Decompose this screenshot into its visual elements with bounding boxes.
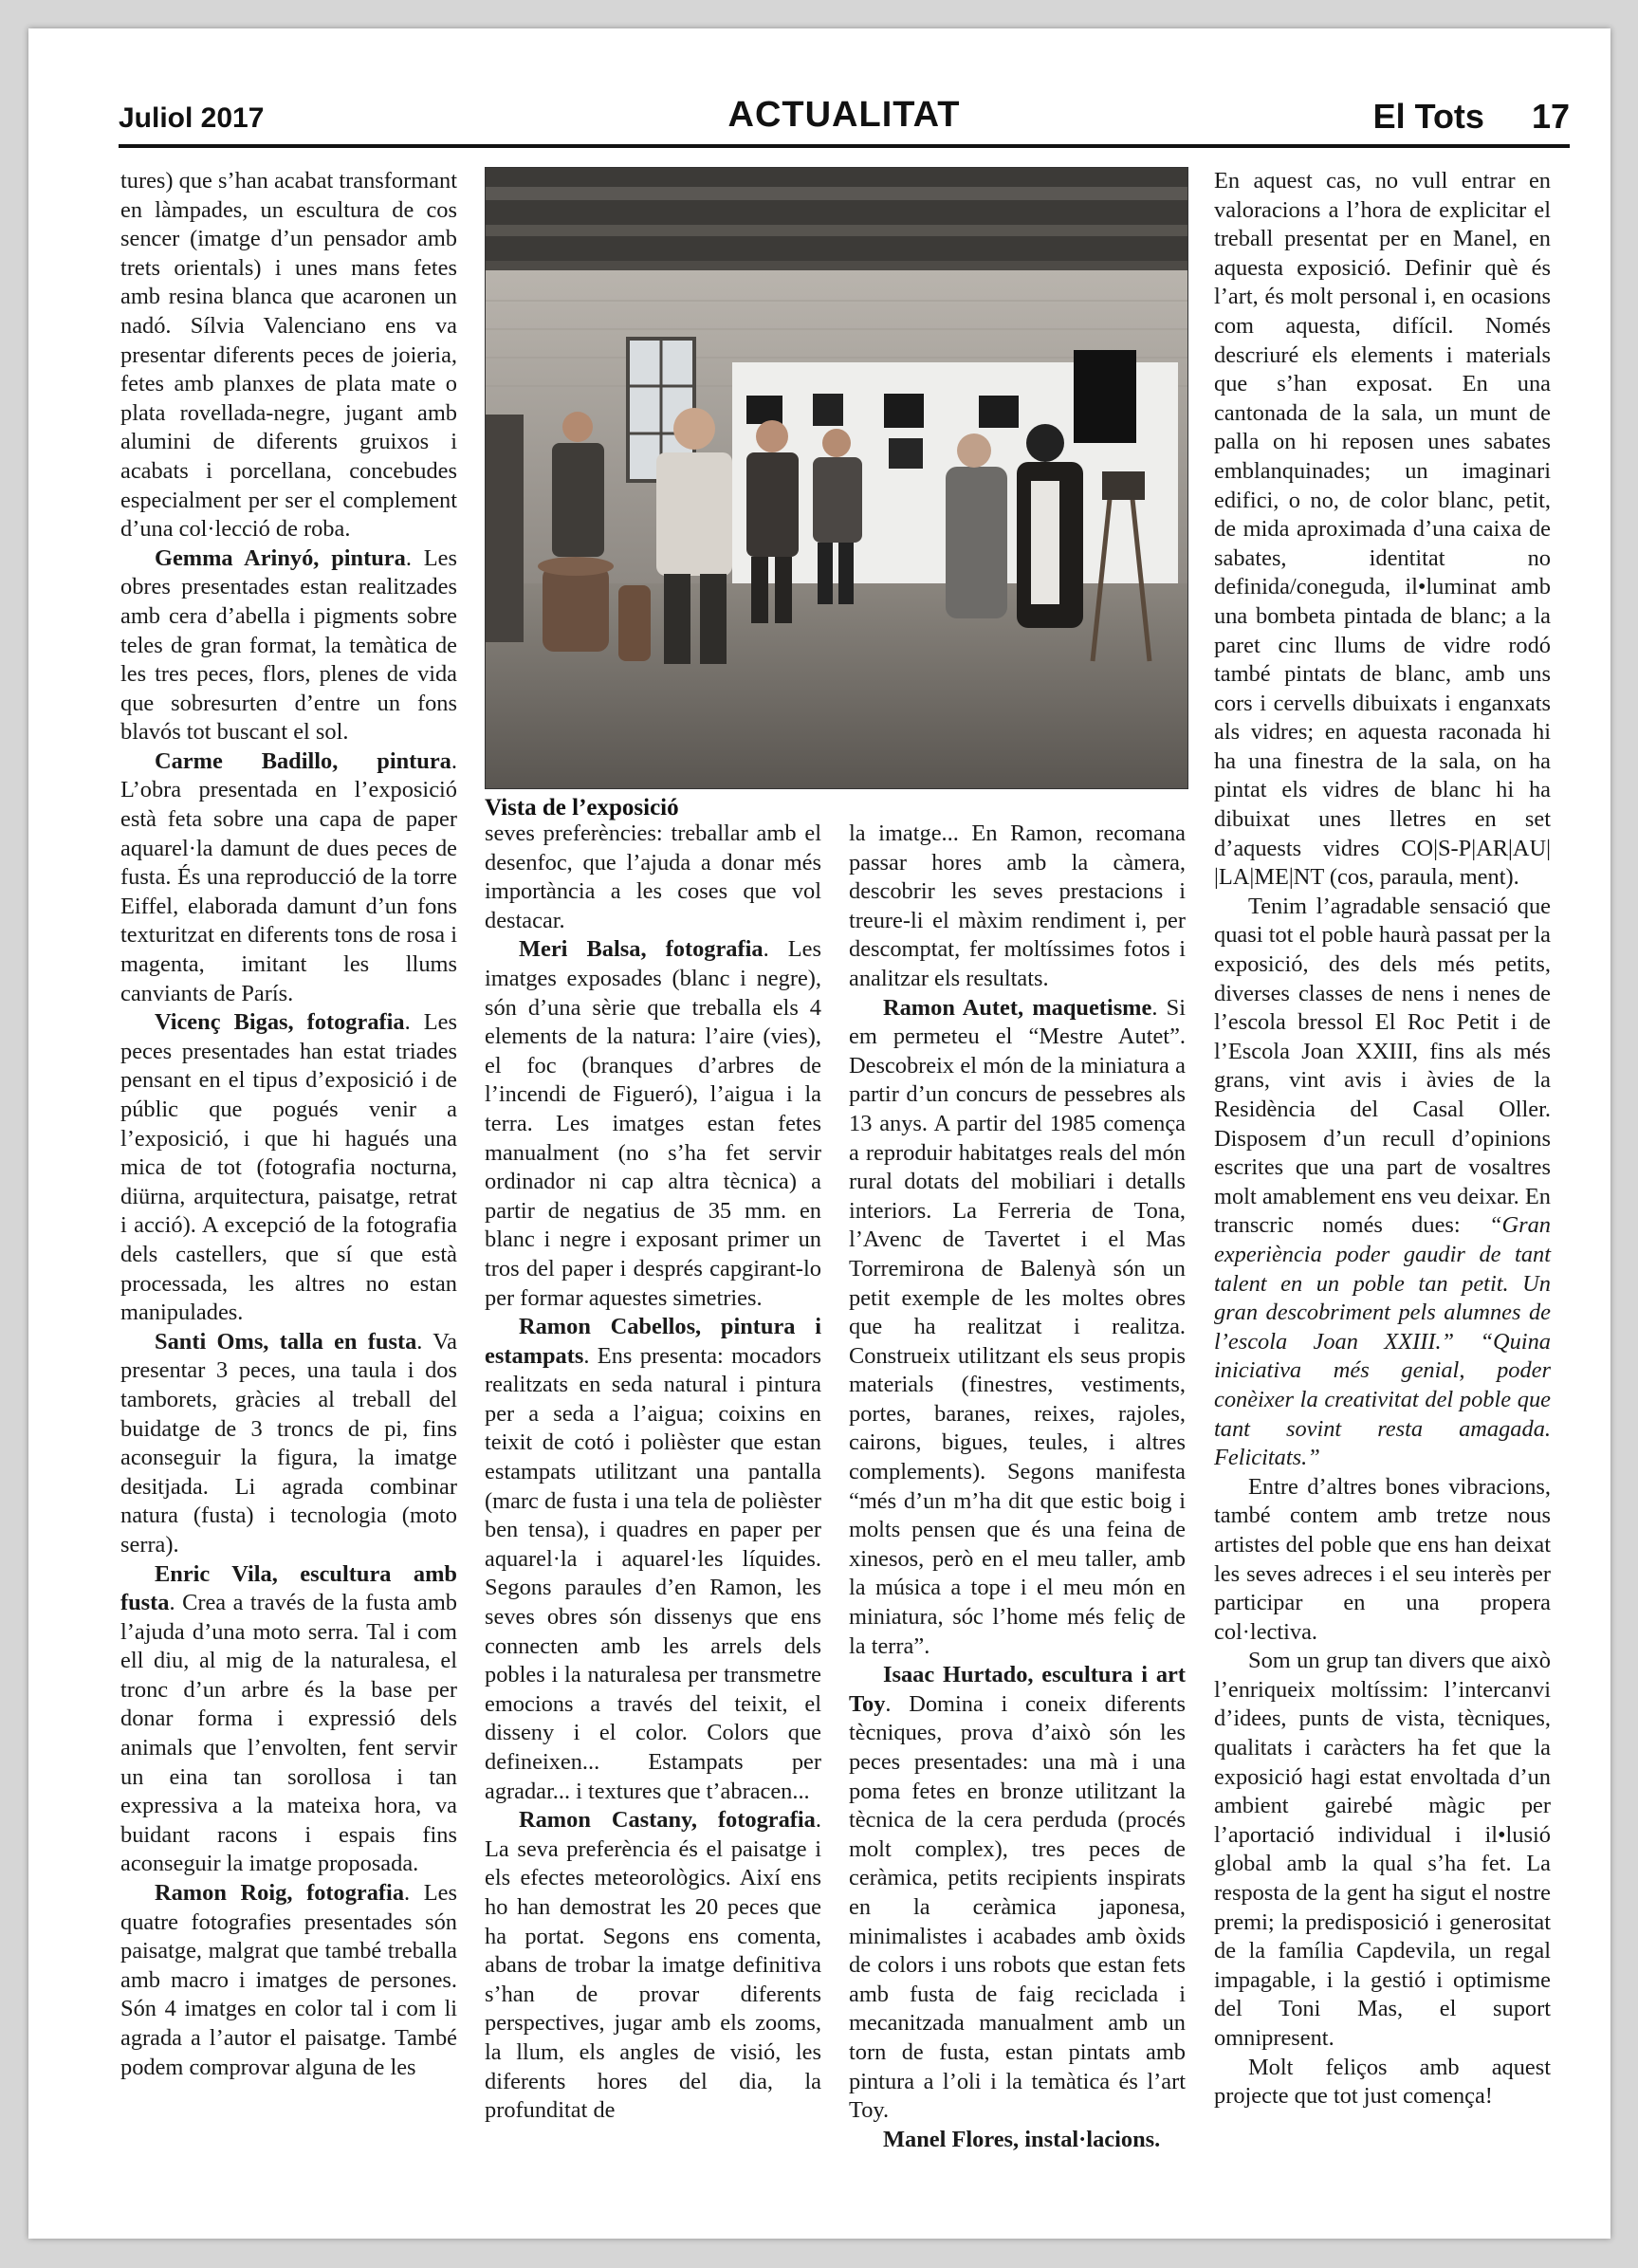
paragraph — [120, 1328, 457, 1560]
page-header — [119, 95, 1570, 142]
paragraph-text: Tenim l’agradable sensació que quasi tot el poble haurà passat per la exposició, des dels més petits, diverses classes de nens i nenes de l’escola bressol El Roc Petit i de l’Escola Joan XXIII, fins als més grans, vint avis i àvies de la Residència del Casal Oller. Disposem d’un recull d’opinions escrites que una part de vosaltres molt amablement ens veu deixar. En transcric només dues: — [1214, 893, 1551, 1239]
artist-heading: Gemma Arinyó, pintura — [155, 544, 406, 571]
paragraph — [849, 994, 1186, 1662]
artist-heading: Santi Oms, talla en fusta — [155, 1328, 417, 1355]
artist-heading: Meri Balsa, fotografia — [519, 936, 764, 963]
artist-heading: Carme Badillo, pintura — [155, 747, 451, 774]
artist-heading: Manel Flores, instal·lacions. — [883, 2126, 1161, 2152]
paragraph — [120, 1008, 457, 1328]
artist-heading: Ramon Cabellos, pintura i estampats — [485, 1314, 821, 1369]
paragraph: Som un grup tan divers que això l’enriqueix moltíssim: l’intercanvi d’idees, punts de vista, tècniques, qualitats i caràcters ha fet que la exposició hagi estat envoltada d’un ambient gairebé màgic per l’aportació individual i il•lusió global amb la qual s’ha fet. La resposta de la gent ha sigut el nostre premi; la predisposició i generositat de la família Capdevila, un regal impagable, i la gestió i optimisme del Toni Mas, el suport omnipresent. — [1214, 1648, 1551, 2051]
artist-heading: Ramon Autet, maquetisme — [883, 994, 1152, 1021]
publication-info — [1373, 97, 1570, 137]
paragraph: la imatge... En Ramon, recomana passar hores amb la càmera, descobrir les seves prestacions i treure-li el màxim rendiment i, per descomptat, fer moltíssimes fotos i analitzar els resultats. — [849, 821, 1186, 991]
paragraph: seves preferències: treballar amb el desenfoc, que l’ajuda a donar més importància a les coses que vol destacar. — [485, 821, 821, 933]
paragraph-text: . L’obra presentada en l’exposició està feta sobre una capa de paper aquarel·la damunt de dues peces de fusta. És una reproducció de la torre Eiffel, elaborada damunt d’un fons texturitzat en diferents tons de rosa i magenta, imitant les llums canviants de París. — [120, 747, 457, 1006]
column-3 — [849, 820, 1186, 2154]
artist-heading: Vicenç Bigas, fotografia — [155, 1009, 405, 1036]
paragraph-text: . Si em permeteu el “Mestre Autet”. Descobreix el món de la miniatura a partir d’un concurs de pessebres als 13 anys. A partir del 1985 comença a reproduir habitatges reals del món rural dotats del mobiliari i detalls interiors. La Ferreria de Tona, l’Avenc de Tavertet i el Mas Torremirona de Balenyà són un petit exemple de les moltes obres que ha realitzat i realitza. Construeix utilitzant els seus propis materials (finestres, vestiments, portes, baranes, reixes, rajoles, cairons, bigues, teules, i altres complements). Segons manifesta “més d’un m’ha dit que estic boig i molts pensen que és una feina de xinesos, però en el meu taller, amb la música a tope i el meu món en miniatura, sóc l’home més feliç de la terra”. — [849, 994, 1186, 1659]
paragraph-text: . Les peces presentades han estat triades pensant en el tipus d’exposició i de públic que pogués venir a l’exposició, i que hi hagués una mica de tot (fotografia nocturna, diürna, arquitectura, paisatge, retrat i acció). A excepció de la fotografia dels castellers, que sí que està processada, les altres no estan manipulades. — [120, 1009, 457, 1326]
quote: “Quina iniciativa més genial, poder conèixer la creativitat del poble que tant sovint resta amagada. Felicitats.” — [1214, 1328, 1551, 1471]
paragraph — [849, 2126, 1186, 2155]
paragraph — [1214, 893, 1551, 1473]
paragraph-text: . Va presentar 3 peces, una taula i dos tamborets, gràcies al treball del buidatge de 3 troncs de pi, fins aconseguir la figura, la imatge desitjada. Li agrada combinar natura (fusta) i tecnologia (moto serra). — [120, 1328, 457, 1558]
paragraph: Entre d’altres bones vibracions, també contem amb tretze nous artistes del poble que ens han deixat les seves adreces i el seu interès per participar en una propera col·lectiva. — [1214, 1473, 1551, 1645]
quote: “Gran experiència poder gaudir de tant talent en un poble tan petit. Un gran descobriment pels alumnes de l’escola Joan XXIII.” — [1214, 1212, 1551, 1355]
paragraph-text: . La seva preferència és el paisatge i els efectes meteorològics. Així ens ho han demostrat les 20 peces que ha portat. Segons ens comenta, abans de trobar la imatge definitiva s’han de provar diferents perspectives, jugar amb els zooms, la llum, els angles de visió, les diferents hores del dia, la profunditat de — [485, 1807, 821, 2124]
paragraph — [120, 1560, 457, 1880]
paragraph-text: . Les quatre fotografies presentades són paisatge, malgrat que també treballa amb macro i imatges de persones. Són 4 imatges en color tal i com li agrada a l’autor el paisatge. També podem comprovar alguna de les — [120, 1880, 457, 2080]
paragraph-text: . Les imatges exposades (blanc i negre), són d’una sèrie que treballa els 4 elements de la natura: l’aire (vies), el foc (branques d’arbres de l’incendi de Figueró), l’aigua i la terra. Les imatges estan fetes manualment (no s’ha fet servir ordinador ni cap altra tècnica) a partir de negatius de 35 mm. en blanc i negre i exposant primer un tros del paper i després capgirant-lo per formar aquestes simetries. — [485, 936, 821, 1311]
paragraph — [120, 1879, 457, 2082]
header-rule — [119, 144, 1570, 148]
paragraph — [485, 935, 821, 1313]
paragraph: En aquest cas, no vull entrar en valoracions a l’hora de explicitar el treball presentat per en Manel, en aquesta exposició. Definir què és l’art, és molt personal i, en ocasions com aquesta, difícil. Només descriuré els elements i materials que s’han exposat. En una cantonada de la sala, un munt de palla on hi reposen unes sabates emblanquinades; un imaginari edifici, o no, de color blanc, petit, de mida aproximada d’una caixa de sabates, identitat no definida/coneguda, il•luminat amb una bombeta pintada de blanc; a la paret cinc llums de vidre rodó també pintats de blanc, amb uns cors i cervells dibuixats i enganxats als vidres; en aquesta raconada hi ha una finestra de la sala, on ha pintat els vidres de blanc hi ha dibuixat unes lletres en set d’aquests vidres CO|S-P|AR|AU| |LA|ME|NT (cos, paraula, ment). — [1214, 168, 1551, 891]
exhibition-photo-illustration — [486, 168, 1187, 788]
paragraph-text: . Ens presenta: mocadors realitzats en seda natural i pintura per a seda a l’aigua; coixins en teixit de cotó i polièster que estan estampats utilitzant una pantalla (marc de fusta i una tela de polièster ben tensa), i quadres en paper per aquarel·la i aquarel·les líquides. Segons paraules d’en Ramon, les seves obres són dissenys que ens connecten amb les arrels dels pobles i la naturalesa per transmetre emocions a través del teixit, el disseny i el color. Colors que defineixen... Estampats per agradar... i textures que t’abracen... — [485, 1342, 821, 1804]
artist-heading: Isaac Hurtado, escultura i art Toy — [849, 1662, 1186, 1717]
paragraph — [485, 1806, 821, 2126]
column-1 — [120, 167, 457, 2082]
artist-heading: Ramon Castany, fotografia — [519, 1807, 816, 1834]
paragraph: Molt feliços amb aquest projecte que tot just comença! — [1214, 2054, 1551, 2110]
paragraph — [120, 544, 457, 747]
artist-heading: Ramon Roig, fotografia — [155, 1880, 405, 1907]
paragraph — [485, 1313, 821, 1806]
paragraph — [849, 1661, 1186, 2126]
section-title: ACTUALITAT — [727, 95, 961, 135]
exhibition-photo — [485, 167, 1188, 789]
paragraph-text: . Crea a través de la fusta amb l’ajuda d’una moto serra. Tal i com ell diu, al mig de la naturalesa, el tronc d’un arbre és la base per donar forma i expressió dels animals que l’envolten, fent servir un eina tan sorollosa i tan expressiva a la mateixa hora, va buidant racons i espais fins aconseguir la imatge proposada. — [120, 1590, 457, 1877]
artist-heading: Enric Vila, escultura amb fusta — [120, 1560, 457, 1616]
column-4 — [1214, 167, 1551, 2111]
page-number: 17 — [1531, 97, 1570, 136]
issue-date: Juliol 2017 — [119, 102, 265, 134]
newspaper-page — [28, 28, 1610, 2239]
photo-caption: Vista de l’exposició — [485, 795, 679, 821]
paragraph — [120, 747, 457, 1008]
paragraph-text: . Domina i coneix diferents tècniques, prova d’això són les peces presentades: una mà i una poma fetes en bronze utilitzant la tècnica de la cera perduda (procés molt complex), tres peces de ceràmica, petits recipients inspirats en la ceràmica japonesa, minimalistes i acabades amb òxids de colors i uns robots que estan fets amb fusta de faig reciclada i mecanitzada manualment amb un torn de fusta, estan pintats amb pintura a l’oli i la temàtica és l’art Toy. — [849, 1690, 1186, 2124]
publication-name: El Tots — [1372, 97, 1484, 136]
paragraph-text: . Les obres presentades estan realitzades amb cera d’abella i pigments sobre teles de gran format, la temàtica de les tres peces, flors, plenes de vida que sobresurten d’entre un fons blavós tot buscant el sol. — [120, 544, 457, 746]
column-2 — [485, 820, 821, 2126]
paragraph: tures) que s’han acabat transformant en làmpades, un escultura de cos sencer (imatge d’un pensador amb trets orientals) i unes mans fetes amb resina blanca que acaronen un nadó. Sílvia Valenciano ens va presentar diferents peces de joieria, fetes amb planxes de plata mate o plata rovellada-negre, jugant amb alumini de diferents gruixos i acabats i porcellana, concebudes especialment per ser el complement d’una col·lecció de roba. — [120, 168, 457, 543]
